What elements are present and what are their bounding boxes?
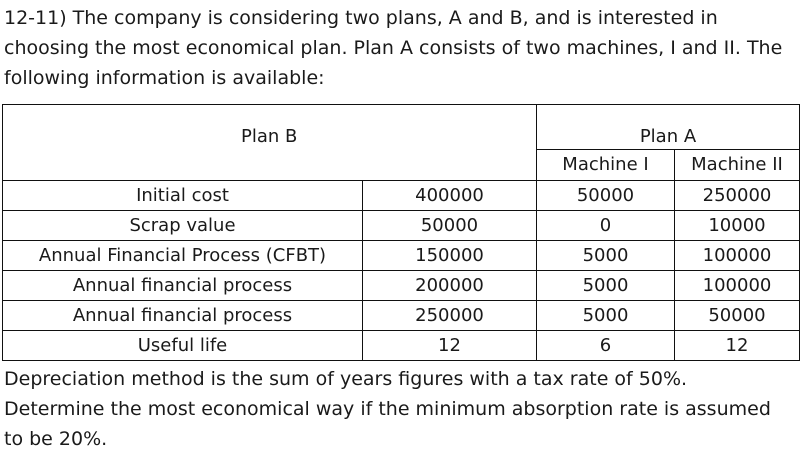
row-label: Annual financial process xyxy=(3,301,363,331)
machine-1-header: Machine I xyxy=(537,150,675,181)
table-row xyxy=(3,271,800,301)
machine-2-value: 100000 xyxy=(675,271,800,301)
table-row xyxy=(3,331,800,361)
row-label: Initial cost xyxy=(3,181,363,211)
machine-2-header: Machine II xyxy=(675,150,800,181)
machine-1-value: 5000 xyxy=(537,241,675,271)
machine-1-value: 0 xyxy=(537,211,675,241)
plan-b-value: 200000 xyxy=(363,271,537,301)
table-row xyxy=(3,211,800,241)
machine-1-value: 5000 xyxy=(537,271,675,301)
plan-b-header: Plan B xyxy=(3,105,537,181)
row-label: Scrap value xyxy=(3,211,363,241)
plan-b-value: 12 xyxy=(363,331,537,361)
machine-2-value: 50000 xyxy=(675,301,800,331)
machine-1-value: 6 xyxy=(537,331,675,361)
table-header-row xyxy=(3,105,800,150)
machine-2-value: 12 xyxy=(675,331,800,361)
machine-2-value: 250000 xyxy=(675,181,800,211)
row-label: Useful life xyxy=(3,331,363,361)
outro-line: to be 20%. xyxy=(4,428,108,450)
intro-line: following information is available: xyxy=(4,67,325,89)
machine-1-value: 50000 xyxy=(537,181,675,211)
plans-table xyxy=(2,104,800,361)
table-row xyxy=(3,301,800,331)
intro-line: 12-11) The company is considering two plans, A and B, and is interested in xyxy=(4,7,718,29)
outro-line: Depreciation method is the sum of years figures with a tax rate of 50%. xyxy=(4,368,688,390)
table-row xyxy=(3,241,800,271)
plan-b-value: 400000 xyxy=(363,181,537,211)
plan-b-value: 150000 xyxy=(363,241,537,271)
plan-a-header: Plan A xyxy=(537,105,800,150)
question-text xyxy=(4,364,800,454)
machine-1-value: 5000 xyxy=(537,301,675,331)
intro-line: choosing the most economical plan. Plan A consists of two machines, I and II. The xyxy=(4,37,783,59)
plan-b-value: 50000 xyxy=(363,211,537,241)
machine-2-value: 100000 xyxy=(675,241,800,271)
problem-statement xyxy=(4,3,800,93)
row-label: Annual Financial Process (CFBT) xyxy=(3,241,363,271)
outro-line: Determine the most economical way if the minimum absorption rate is assumed xyxy=(4,398,771,420)
row-label: Annual financial process xyxy=(3,271,363,301)
plan-b-value: 250000 xyxy=(363,301,537,331)
machine-2-value: 10000 xyxy=(675,211,800,241)
table-row xyxy=(3,181,800,211)
